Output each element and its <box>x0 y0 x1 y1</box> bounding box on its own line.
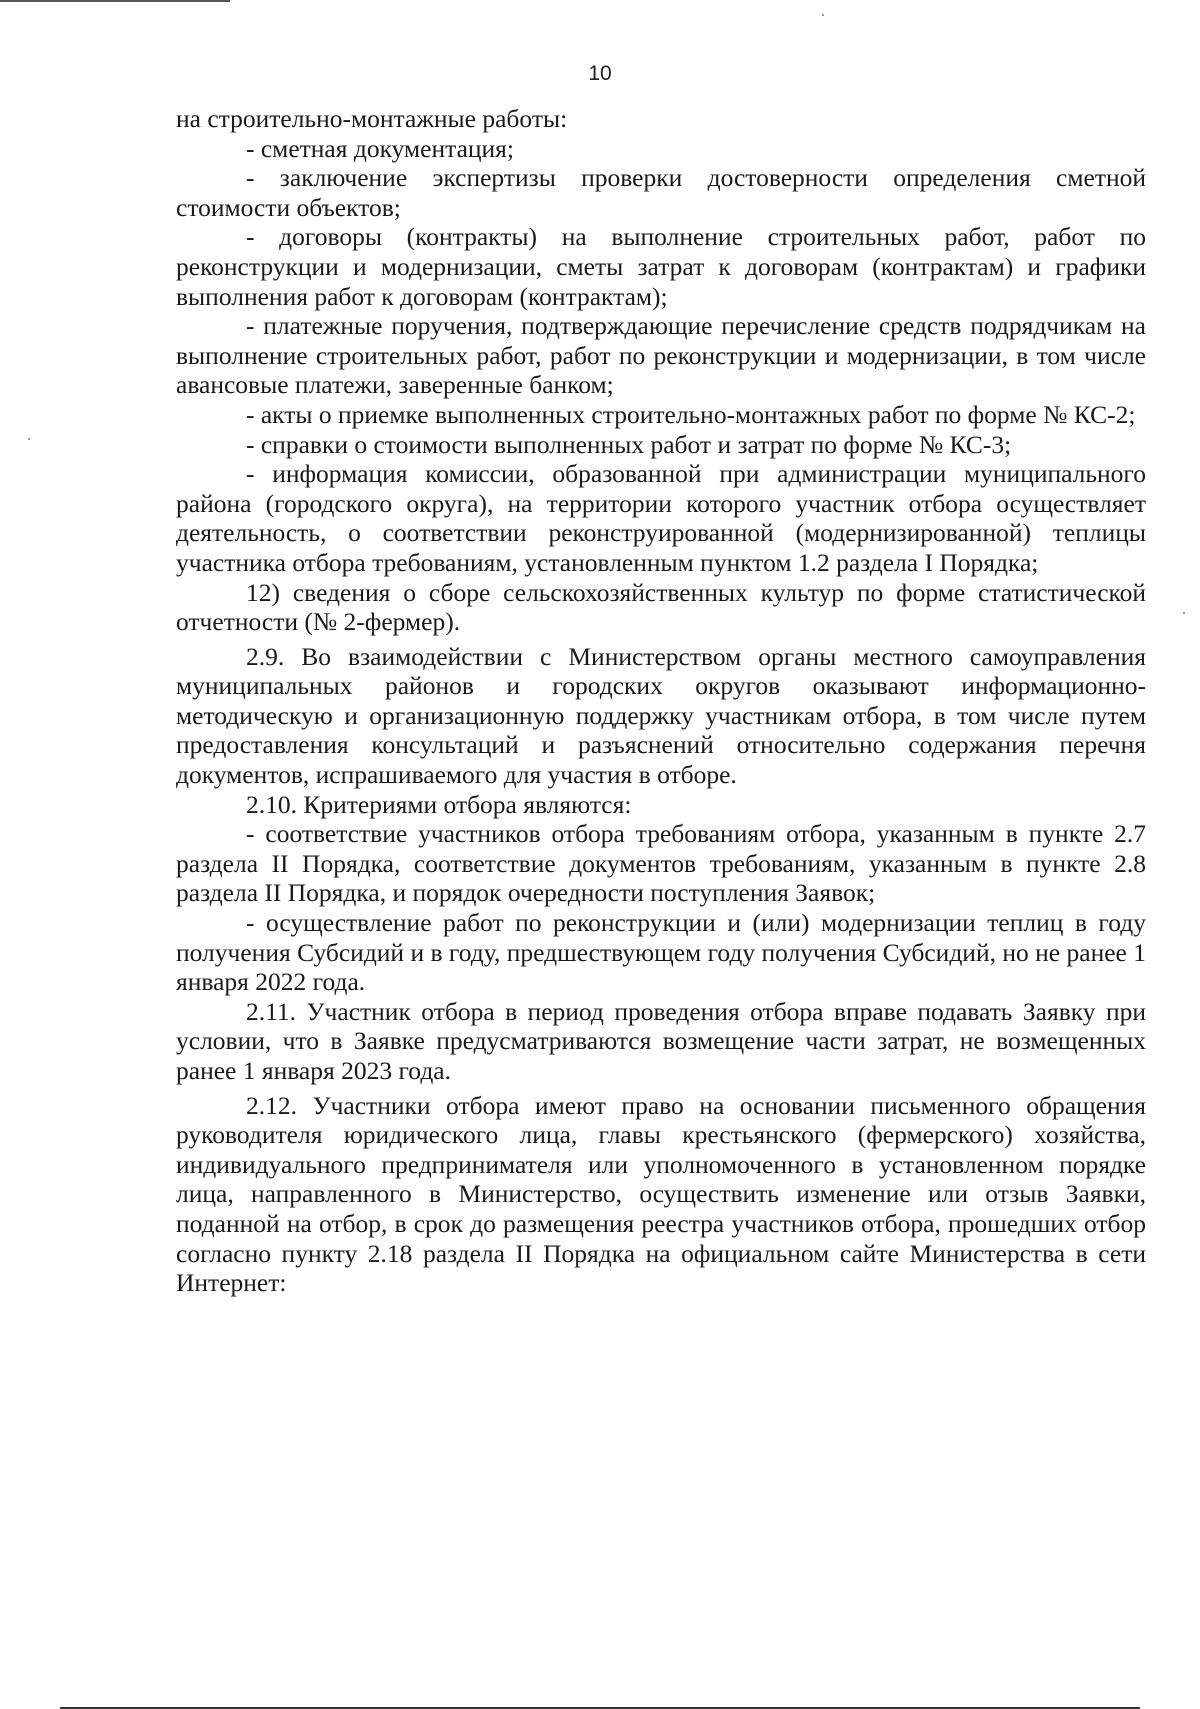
list-item: - заключение экспертизы проверки достоверности определения сметной стоимости объектов; <box>176 163 1146 222</box>
list-item: - сметная документация; <box>246 133 514 163</box>
page-number: 10 <box>588 62 612 85</box>
list-item: - справки о стоимости выполненных работ и затрат по форме № КС-3; <box>246 429 1012 459</box>
scan-speck <box>1183 612 1185 614</box>
clause-2-12: 2.12. Участники отбора имеют право на основании письменного обращения руководителя юридического лица, главы крестьянского (фермерского) хозяйства, индивидуального предпринимателя или уполномоченного в установленном порядке лица, направленного в Министерство, осуществить изменение или отзыв Заявки, поданной на отбор, в срок до размещения реестра участников отбора, прошедших отбор согласно пункту 2.18 раздела II Порядка на официальном сайте Министерства в сети Интернет: <box>176 1090 1146 1298</box>
numbered-item: 12) сведения о сборе сельскохозяйственных культур по форме статистической отчетности (№ 2-фермер). <box>176 577 1146 637</box>
scan-speck <box>822 14 824 16</box>
list-item: - осуществление работ по реконструкции и (или) модернизации теплиц в году получения Субсидий и в году, предшествующем году получения Субсидий, но не ранее 1 января 2022 года. <box>176 908 1146 997</box>
list-item: - акты о приемке выполненных строительно-монтажных работ по форме № КС-2; <box>246 399 1136 429</box>
clause-2-9: 2.9. Во взаимодействии с Министерством органы местного самоуправления муниципальных районов и городских округов оказывают информационно-методическую и организационную поддержку участникам отбора, в том числе путем предоставления консультаций и разъяснений относительно содержания перечня документов, испрашиваемого для участия в отборе. <box>176 641 1146 790</box>
list-item: - соответствие участников отбора требованиям отбора, указанным в пункте 2.7 раздела II Порядка, соответствие документов требованиям, указанным в пункте 2.8 раздела II Порядка, и порядок очередности поступления Заявок; <box>176 819 1146 908</box>
clause-2-10: 2.10. Критериями отбора являются: <box>246 789 632 819</box>
list-item: - платежные поручения, подтверждающие перечисление средств подрядчикам на выполнение строительных работ, работ по реконструкции и модернизации, в том числе авансовые платежи, заверенные банком; <box>176 311 1146 400</box>
list-item: - договоры (контракты) на выполнение строительных работ, работ по реконструкции и модернизации, сметы затрат к договорам (контрактам) и графики выполнения работ к договорам (контрактам); <box>176 222 1146 311</box>
document-body <box>176 104 1146 1298</box>
list-item: - информация комиссии, образованной при администрации муниципального района (городского округа), на территории которого участник отбора осуществляет деятельность, о соответствии реконструированной (модернизированной) теплицы участника отбора требованиям, установленным пунктом 1.2 раздела I Порядка; <box>176 459 1146 577</box>
scan-speck <box>28 438 30 440</box>
scan-edge-top <box>0 0 230 2</box>
paragraph: на строительно-монтажные работы: <box>176 104 568 133</box>
clause-2-11: 2.11. Участник отбора в период проведения отбора вправе подавать Заявку при условии, что в Заявке предусматриваются возмещение части затрат, не возмещенных ранее 1 января 2023 года. <box>176 996 1146 1085</box>
